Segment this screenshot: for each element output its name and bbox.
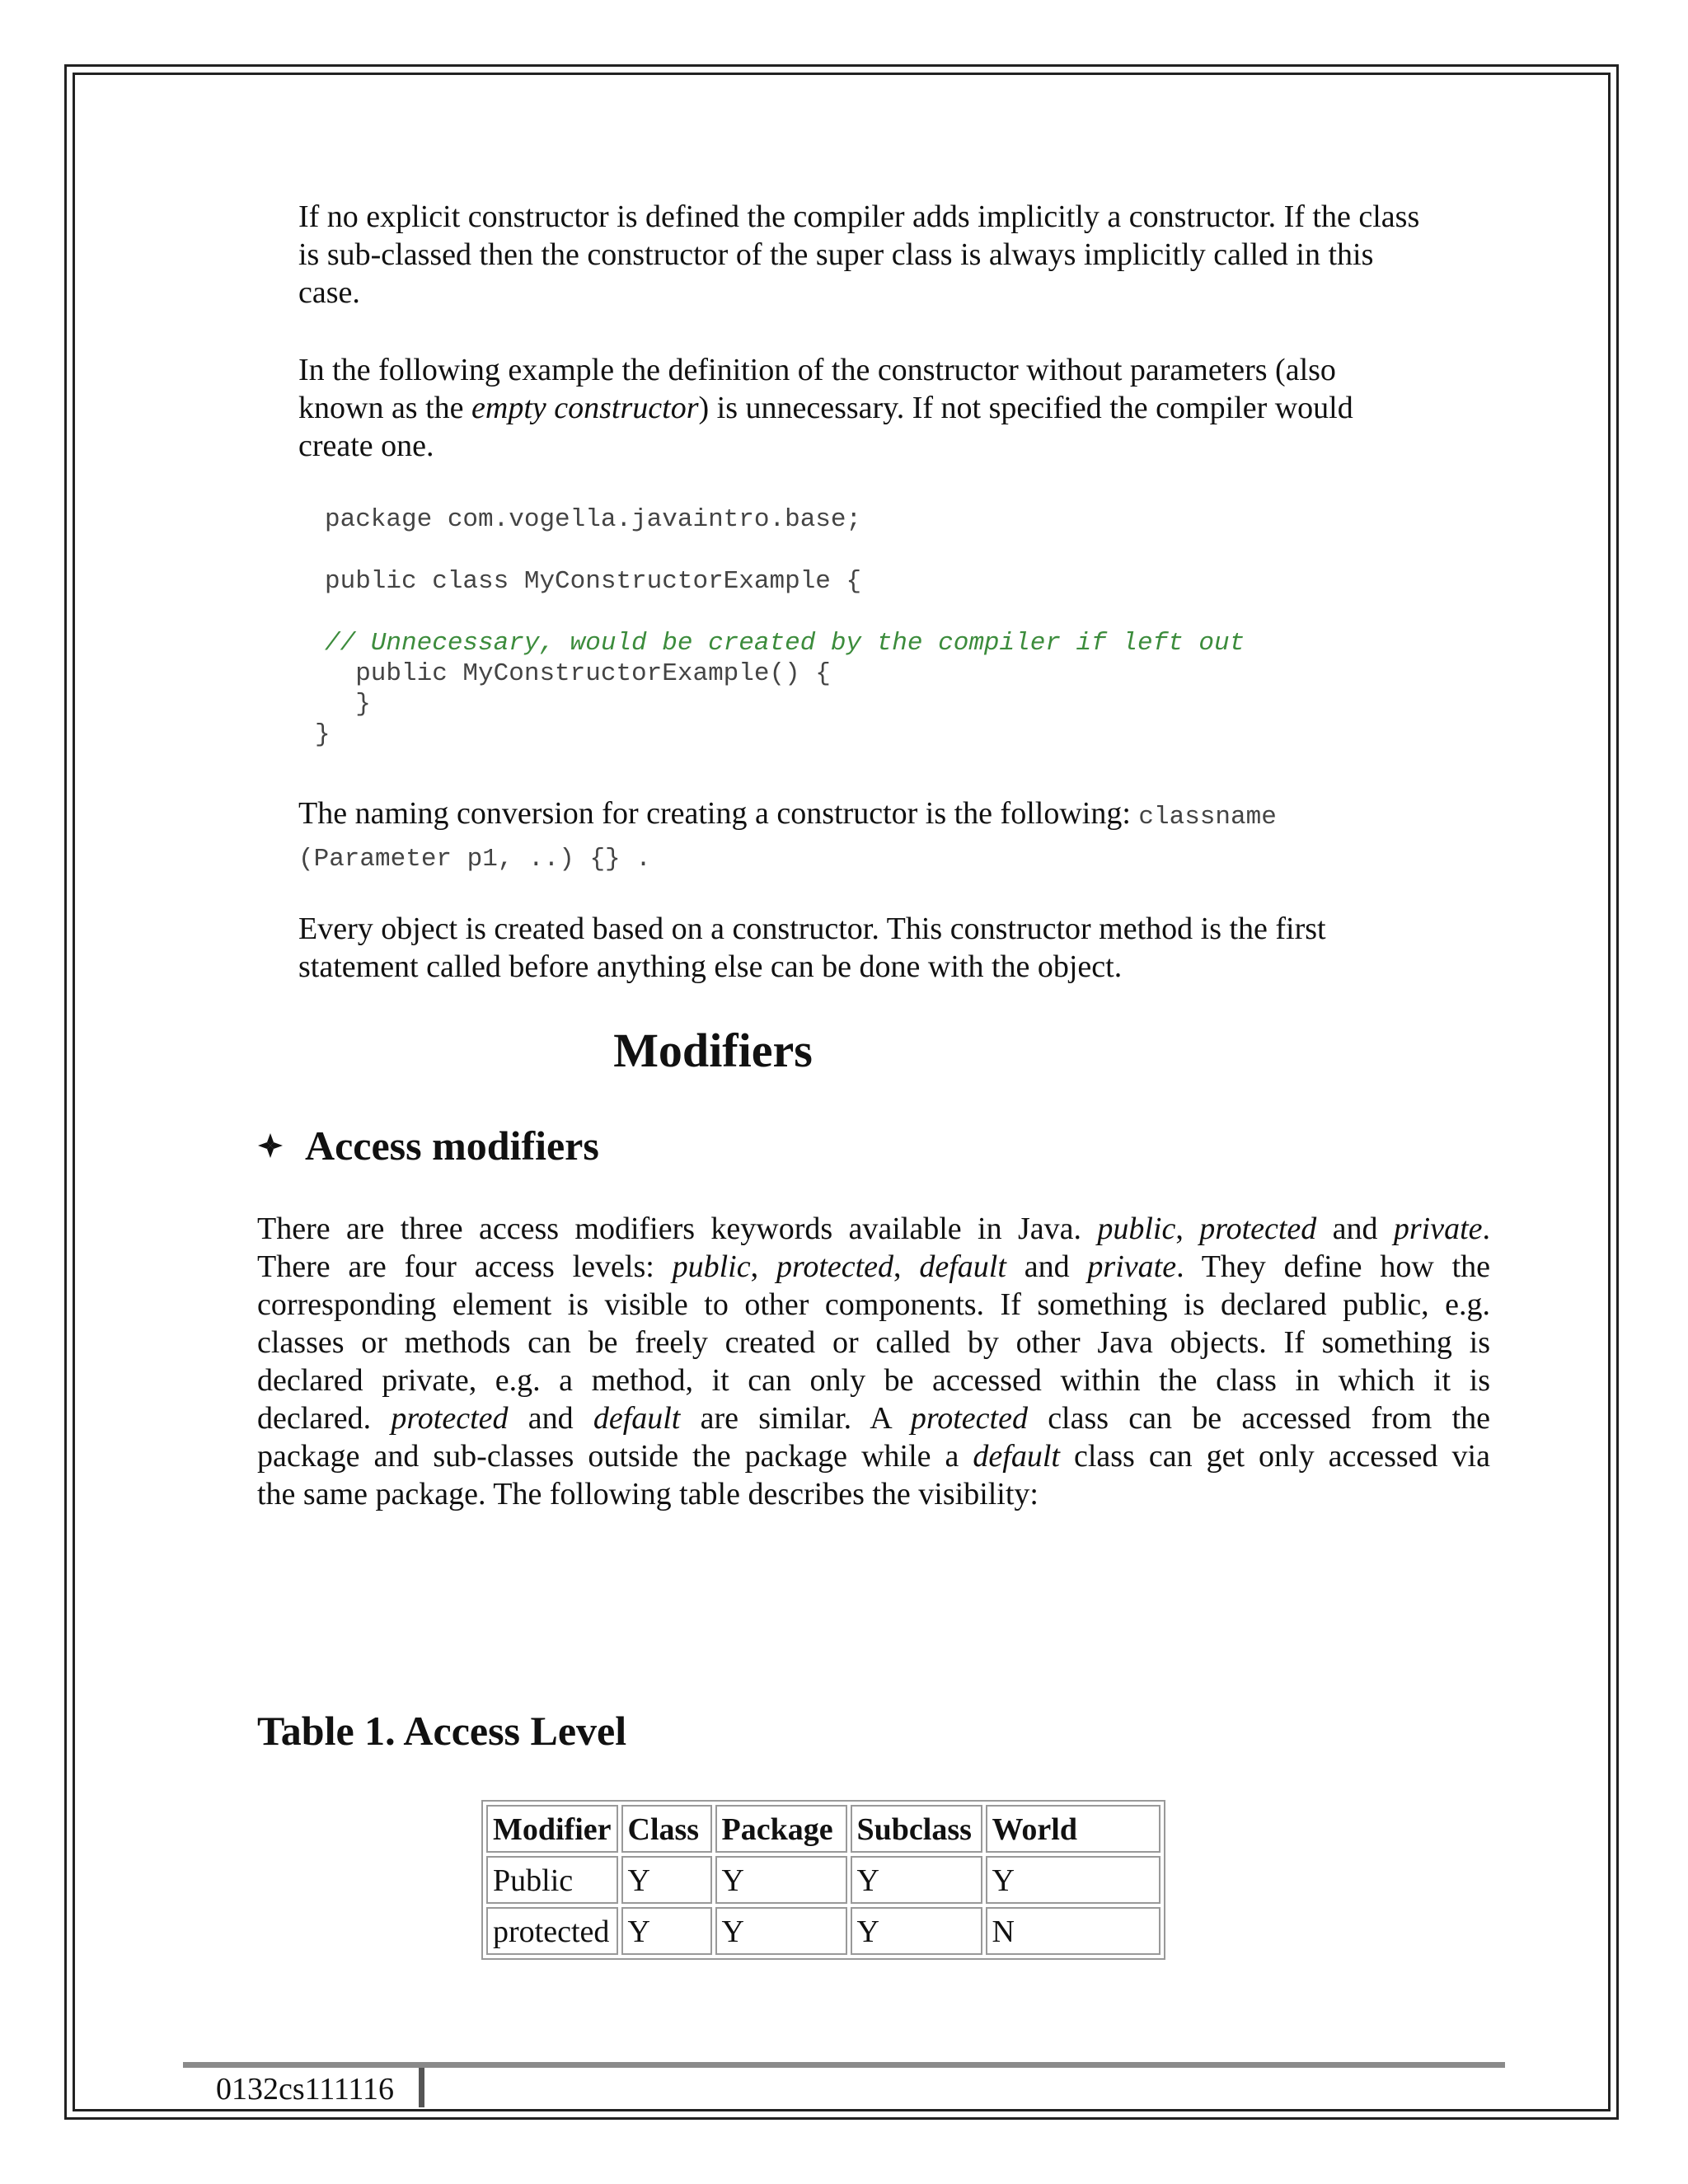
text-segment: . They define how the <box>1176 1249 1491 1284</box>
subsection-heading-access-modifiers <box>257 1121 599 1170</box>
table-cell: Y <box>851 1907 982 1955</box>
table-header-cell: Package <box>715 1805 847 1853</box>
table-header-cell: Modifier <box>486 1805 618 1853</box>
emphasis-keyword: private <box>1393 1212 1483 1246</box>
text-line: is sub-classed then the constructor of the super class is always implicitly called in this <box>298 237 1374 272</box>
text-line: classes or methods can be freely created or called by other Java objects. If something is <box>257 1325 1490 1360</box>
emphasis-keyword: private <box>1087 1249 1177 1284</box>
code-line: } <box>315 720 331 749</box>
text-segment: and <box>508 1401 593 1436</box>
code-line: public class MyConstructorExample { <box>325 567 862 596</box>
text-segment: and <box>1006 1249 1088 1284</box>
table-cell: Y <box>715 1856 847 1904</box>
emphasis-keyword: default <box>593 1401 681 1436</box>
text-segment: There are four access levels: <box>257 1249 673 1284</box>
code-comment-line <box>325 628 1245 658</box>
text-line <box>298 837 1485 879</box>
access-level-table <box>481 1800 1165 1960</box>
emphasis-keyword: protected <box>910 1401 1028 1436</box>
code-line: package com.vogella.javaintro.base; <box>325 505 862 534</box>
text-line: case. <box>298 275 360 310</box>
text-line <box>257 1399 1490 1437</box>
footer-id: 0132cs111116 <box>216 2072 395 2107</box>
text-segment: ) is unnecessary. If not specified the compiler would <box>698 391 1353 425</box>
table-header-cell: Subclass <box>851 1805 982 1853</box>
inline-code: (Parameter p1, ..) {} . <box>298 845 651 874</box>
emphasis-keyword: protected <box>391 1401 509 1436</box>
table-title: Table 1. Access Level <box>257 1708 627 1754</box>
section-heading-modifiers: Modifiers <box>613 1024 813 1077</box>
text-segment: known as the <box>298 391 472 425</box>
text-line: corresponding element is visible to other components. If something is declared public, e.g. <box>257 1287 1490 1322</box>
text-line: In the following example the definition of the constructor without parameters (also <box>298 353 1336 387</box>
text-line: Every object is created based on a constructor. This constructor method is the first <box>298 912 1326 946</box>
text-segment: The naming conversion for creating a constructor is the following: <box>298 796 1139 831</box>
text-line <box>257 1210 1490 1248</box>
emphasis-keyword: protected <box>1199 1212 1317 1246</box>
text-segment: , <box>893 1249 920 1284</box>
text-segment: class can get only accessed via <box>1059 1439 1490 1474</box>
emphasis-keyword: public <box>1097 1212 1176 1246</box>
text-segment: There are three access modifiers keywords available in Java. <box>257 1212 1098 1246</box>
table-cell: protected <box>486 1907 618 1955</box>
text-segment: are similar. A <box>680 1401 911 1436</box>
paragraph-implicit-constructor <box>298 198 1485 312</box>
diamond-bullet-icon <box>257 1132 284 1159</box>
code-line: } <box>325 690 371 719</box>
paragraph-empty-constructor <box>298 351 1485 465</box>
table-cell: Y <box>621 1856 712 1904</box>
table-header-cell: Class <box>621 1805 712 1853</box>
text-segment: package and sub-classes outside the package while a <box>257 1439 973 1474</box>
text-line <box>257 1437 1490 1475</box>
table-cell: Y <box>851 1856 982 1904</box>
table-cell: Public <box>486 1856 618 1904</box>
subsection-heading-text: Access modifiers <box>305 1122 599 1169</box>
paragraph-access-modifiers <box>257 1210 1490 1513</box>
emphasis-keyword: protected <box>776 1249 894 1284</box>
text-segment: . <box>1482 1212 1491 1246</box>
emphasis-keyword: default <box>919 1249 1006 1284</box>
code-comment: // Unnecessary, would be created by the compiler if left out <box>325 629 1245 658</box>
table-cell: N <box>986 1907 1160 1955</box>
text-line: If no explicit constructor is defined the compiler adds implicitly a constructor. If the class <box>298 199 1420 234</box>
text-line: create one. <box>298 429 434 463</box>
inline-code: classname <box>1138 803 1277 832</box>
text-segment: , <box>1175 1212 1200 1246</box>
text-segment: , <box>750 1249 776 1284</box>
paragraph-object-creation <box>298 910 1485 986</box>
emphasis-keyword: public <box>672 1249 751 1284</box>
footer-rule <box>183 2062 1505 2068</box>
paragraph-naming-convention <box>298 794 1485 879</box>
table-cell: Y <box>986 1856 1160 1904</box>
table-row <box>486 1907 1160 1955</box>
code-line: public MyConstructorExample() { <box>325 659 831 688</box>
text-line <box>257 1248 1490 1286</box>
emphasis-keyword: default <box>973 1439 1060 1474</box>
table-row <box>486 1856 1160 1904</box>
text-segment: and <box>1316 1212 1394 1246</box>
emphasis-empty-constructor: empty constructor <box>471 391 699 425</box>
table-header-cell: World <box>986 1805 1160 1853</box>
table-cell: Y <box>621 1907 712 1955</box>
footer-bar <box>419 2068 424 2107</box>
table-header-row <box>486 1805 1160 1853</box>
text-line: statement called before anything else can be done with the object. <box>298 949 1123 984</box>
table-cell: Y <box>715 1907 847 1955</box>
text-line <box>298 389 1485 427</box>
text-line: declared private, e.g. a method, it can only be accessed within the class in which it is <box>257 1363 1490 1398</box>
text-segment: declared. <box>257 1401 392 1436</box>
text-segment: class can be accessed from the <box>1027 1401 1490 1436</box>
text-line: the same package. The following table describes the visibility: <box>257 1477 1039 1511</box>
text-line <box>298 794 1485 837</box>
